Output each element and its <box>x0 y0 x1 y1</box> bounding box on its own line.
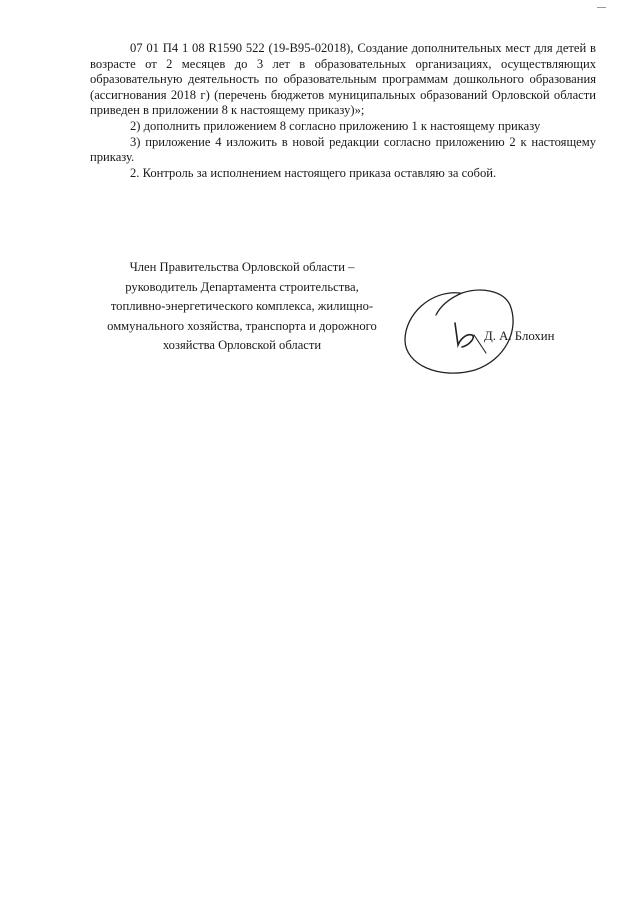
signatory-name: Д. А. Блохин <box>484 329 555 343</box>
paragraph-item-3: 3) приложение 4 изложить в новой редакции согласно приложению 2 к настоящему приказу. <box>90 134 596 165</box>
signatory-title-line: оммунального хозяйства, транспорта и дорожного <box>107 318 377 333</box>
signatory-title-line: руководитель Департамента строительства, <box>125 279 359 294</box>
signatory-title-line: хозяйства Орловской области <box>162 338 322 352</box>
paragraph-item-2: 2) дополнить приложением 8 согласно приложению 1 к настоящему приказу <box>130 118 541 133</box>
signatory-title <box>80 258 404 356</box>
signatory-title-line: топливно-энергетического комплекса, жилищно- <box>110 299 374 313</box>
signatory-title-line: Член Правительства Орловской области – <box>129 260 355 274</box>
scan-mark <box>597 7 606 8</box>
paragraph-budget-code: 07 01 П4 1 08 R1590 522 (19-В95-02018), Создание дополнительных мест для детей в возрасте от 2 месяцев до 3 лет в образовательных организациях, осуществляющих образовательную деятельность по образовательным программам дошкольного образования (ассигнования 2018 г) (перечень бюджетов муниципальных образований Орловской области приведен в приложении 8 к настоящему приказу)»; <box>90 41 596 118</box>
paragraph-control: 2. Контроль за исполнением настоящего приказа оставляю за собой. <box>130 165 497 180</box>
document-body <box>90 41 596 181</box>
